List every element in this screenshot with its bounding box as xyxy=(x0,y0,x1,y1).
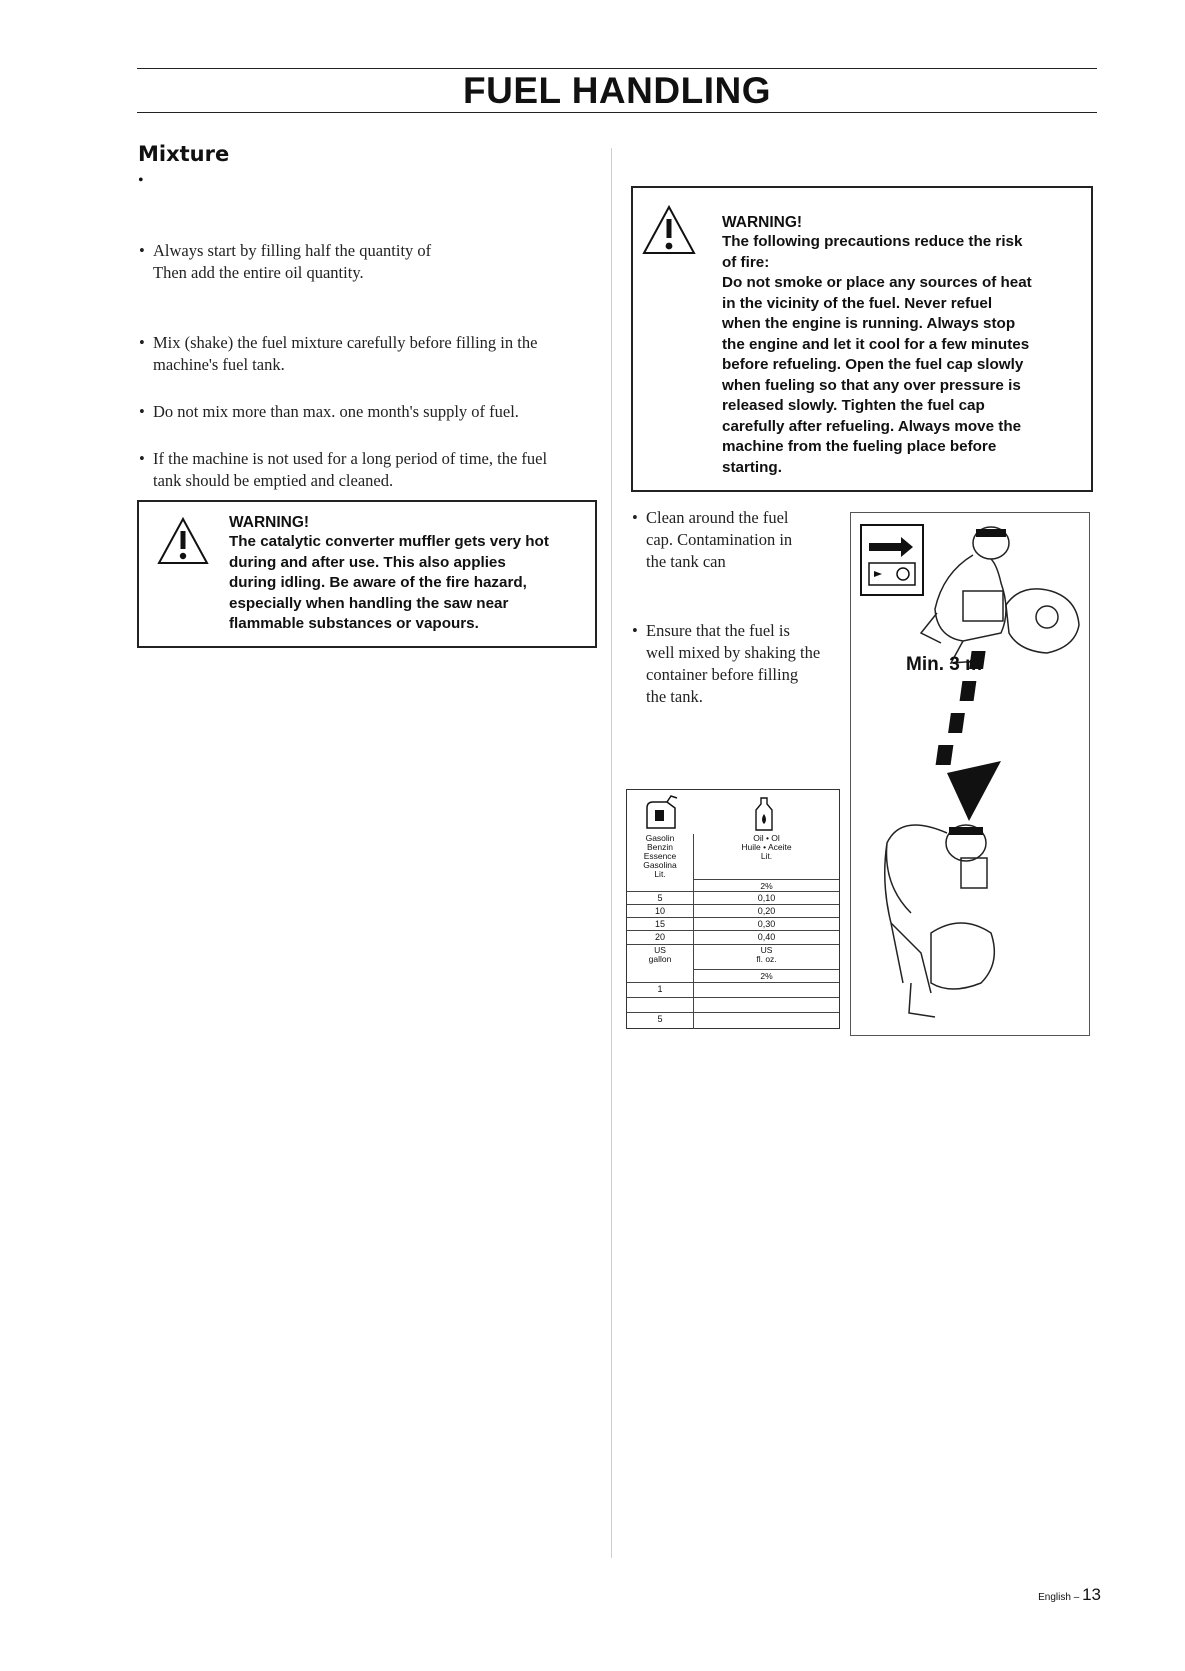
refueling-distance-icon xyxy=(851,513,1089,1035)
us-fuel-header: US gallon xyxy=(627,944,693,970)
header-bottom-rule xyxy=(137,112,1097,113)
warning-heading: WARNING! xyxy=(229,514,310,531)
list-item: • Ensure that the fuel is well mixed by shaking the container before filling the tank. xyxy=(632,621,821,706)
list-item: • Mix (shake) the fuel mixture carefully before filling in the machine's fuel tank. xyxy=(139,333,538,374)
refueling-illustration xyxy=(850,512,1090,1036)
warning-box-fire xyxy=(631,186,1093,492)
column-divider xyxy=(611,148,612,1558)
table-row xyxy=(627,997,839,1013)
table-row: 10 0,20 xyxy=(627,904,839,918)
table-row: 5 xyxy=(627,1012,839,1029)
list-item: • If the machine is not used for a long period of time, the fuel tank should be emptied and cleaned. xyxy=(139,449,548,490)
percent-label: 2% xyxy=(693,879,839,892)
page-footer xyxy=(1038,1585,1101,1605)
footer-language: English xyxy=(1038,1592,1071,1603)
warning-text: The following precautions reduce the risk of fire: Do not smoke or place any sources of heat in the vicinity of the fuel. Never refuel when the engine is running. Always stop the engine and let it cool for a few minutes before refueling. Open the fuel cap slowly when fueling so that any over pressure is released slowly. Tighten the fuel cap carefully after refueling. Always move the machine from the fueling place before starting. xyxy=(722,233,1032,476)
us-oil-header: US fl. oz. xyxy=(693,944,839,970)
table-row: 5 0,10 xyxy=(627,891,839,905)
table-row: 1 xyxy=(627,982,839,998)
fuel-mix-table xyxy=(626,789,840,1029)
warning-triangle-icon xyxy=(156,516,210,566)
warning-text: The catalytic converter muffler gets very hot during and after use. This also applies during idling. Be aware of the fire hazard, especially when handling the saw near flammable substances or vapours. xyxy=(229,533,549,632)
oil-bottle-icon xyxy=(753,796,775,832)
distance-label: Min. 3 m xyxy=(906,654,983,675)
fuel-can-icon xyxy=(641,794,681,832)
warning-box-muffler xyxy=(137,500,597,648)
table-row: 20 0,40 xyxy=(627,930,839,944)
warning-triangle-icon xyxy=(641,204,697,256)
warning-heading: WARNING! xyxy=(722,214,803,231)
table-row: 15 0,30 xyxy=(627,917,839,931)
page-number: 13 xyxy=(1082,1585,1101,1604)
section-title: Mixture xyxy=(138,142,230,166)
footer-separator: – xyxy=(1070,1592,1083,1603)
empty-bullet: • xyxy=(138,172,144,189)
fuel-header: Gasolin Benzin Essence Gasolina Lit. xyxy=(643,833,677,879)
list-item: • Always start by filling half the quantity of Then add the entire oil quantity. xyxy=(139,241,432,282)
header-top-rule xyxy=(137,68,1097,69)
oil-header: Oil • Ol Huile • Aceite Lit. xyxy=(693,834,839,879)
percent-label: 2% xyxy=(693,969,839,983)
list-item: • Clean around the fuel cap. Contamination in the tank can xyxy=(632,508,793,571)
list-item: • Do not mix more than max. one month's supply of fuel. xyxy=(139,402,519,421)
page-title: FUEL HANDLING xyxy=(463,70,771,111)
